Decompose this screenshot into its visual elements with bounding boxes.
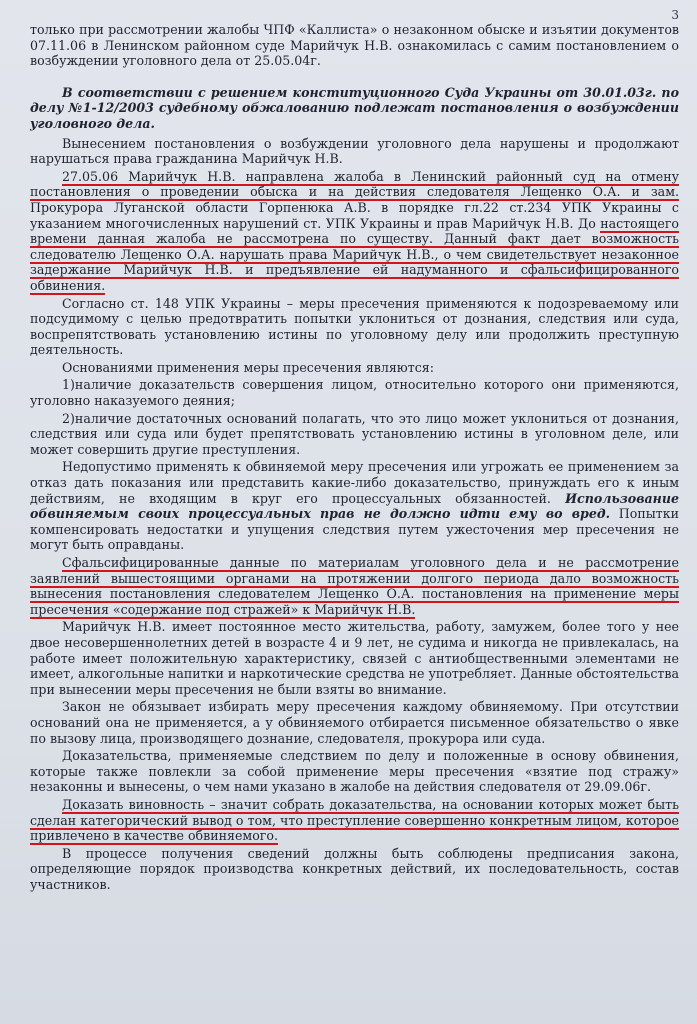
paragraph-complaint (30, 169, 679, 294)
underlined-text: Сфальсифицированные данные по материалам уголовного дела и не рассмотрение заявлений вышестоящими органами на протяжении долгого периода дало возможность вынесения постановления следователем Лещенко О.А. постановления на применение меры пресечения «содержание под стражей» к Марийчук Н.В. (30, 555, 679, 617)
paragraph: Согласно ст. 148 УПК Украины – меры пресечения применяются к подозреваемому или подсудимому с целью предотвратить попытки уклониться от дознания, следствия или суда, воспрепятствовать установлению истины по уголовному делу или продолжить преступную деятельность. (30, 295, 679, 358)
page-number: 3 (671, 8, 679, 22)
paragraph-guilt (30, 797, 679, 844)
paragraph-text: Недопустимо применять к обвиняемой меру пресечения или угрожать ее применением за отказ дать показания или представить какие-либо доказательство, принуждать его к иным действиям, не входящим в круг его процессуальных обязанностей. (30, 459, 679, 506)
paragraph-measures (30, 459, 679, 553)
paragraph-text: Прокурора Луганской области Горпенюка А.В. в порядке гл.22 ст.234 УПК Украины с указанием многочисленных нарушений ст. УПК Украины и прав Марийчук Н.В. До (30, 199, 679, 231)
list-item: 1)наличие доказательств совершения лицом, относительно которого они применяются, уголовно наказуемого деяния; (30, 377, 679, 409)
underlined-text: Доказать виновность – значит собрать доказательства, на основании которых может быть сделан категорический вывод о том, что преступление совершенно конкретным лицом, которое привлечено в качестве обвиняемого. (30, 796, 679, 844)
paragraph-falsified (30, 555, 679, 617)
emphasized-text: Использование обвиняемым своих процессуальных прав не должно идти ему во вред. (30, 490, 679, 522)
paragraph: Марийчук Н.В. имеет постоянное место жительства, работу, замужем, более того у нее двое несовершеннолетних детей в возрасте 4 и 9 лет, не судима и никогда не привлекалась, на работе имеет положительную характеристику, связей с антиобщественными элементами не имеет, алкогольные напитки и наркотические средства не употребляет. Данные обстоятельства при вынесении меры пресечения не были взяты во внимание. (30, 619, 679, 697)
section-heading: В соответствии с решением конституционного Суда Украины от 30.01.03г. по делу №1-12/2003 судебному обжалованию подлежат постановления о возбуждении уголовного дела. (30, 84, 679, 131)
list-item: 2)наличие достаточных оснований полагать, что это лицо может уклониться от дознания, следствия или суда или будет препятствовать установлению истины в уголовном деле, или может совершить другие преступления. (30, 410, 679, 457)
paragraph-text: Попытки компенсировать недостатки и упущения следствия путем ужесточения мер пресечения не могут быть оправданы. (30, 506, 679, 553)
underlined-text: 27.05.06 Марийчук Н.В. направлена жалоба в Ленинский районный суд на отмену постановления о проведении обыска и на действия следователя Лещенко О.А. и зам. (30, 168, 679, 200)
document-body (30, 22, 679, 892)
paragraph: В процессе получения сведений должны быть соблюдены предписания закона, определяющие порядок производства конкретных действий, их последовательность, состав участников. (30, 845, 679, 892)
paragraph: Закон не обязывает избирать меру пресечения каждому обвиняемому. При отсутствии оснований она не применяется, а у обвиняемого отбирается письменное обязательство о явке по вызову лица, производящего дознание, следователя, прокурора или суда. (30, 699, 679, 746)
paragraph: Доказательства, применяемые следствием по делу и положенные в основу обвинения, которые также повлекли за собой применение меры пресечения «взятие под стражу» незаконны и вынесены, о чем нами указано в жалобе на действия следователя от 29.09.06г. (30, 748, 679, 795)
paragraph: Основаниями применения меры пресечения являются: (62, 359, 434, 375)
paragraph: Вынесением постановления о возбуждении уголовного дела нарушены и продолжают нарушаться права гражданина Марийчук Н.В. (30, 135, 679, 167)
underlined-text: настоящего времени данная жалоба не рассмотрена по существу. Данный факт дает возможность следователю Лещенко О.А. нарушать права Марийчук Н.В., о чем свидетельствует незаконное задержание Марийчук Н.В. и предъявление ей надуманного и сфальсифицированного обвинения. (30, 215, 679, 293)
paragraph-intro: только при рассмотрении жалобы ЧПФ «Каллиста» о незаконном обыске и изъятии документов 07.11.06 в Ленинском районном суде Марийчук Н.В. ознакомилась с самим постановлением о возбуждении уголовного дела от 25.05.04г. (30, 22, 679, 69)
